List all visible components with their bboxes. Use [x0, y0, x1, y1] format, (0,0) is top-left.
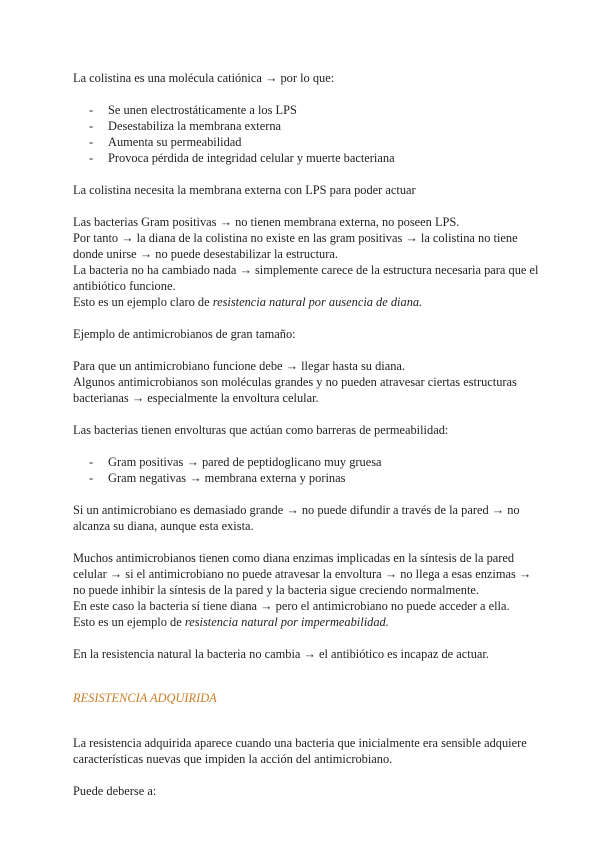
text-line: La resistencia adquirida aparece cuando una bacteria que inicialmente era sensible adquiere: [73, 735, 527, 750]
text-prefix: Esto es un ejemplo de: [73, 615, 185, 629]
intro-paragraph: La colistina es una molécula catiónica → por lo que:: [73, 71, 335, 85]
enzyme-target-paragraph: [73, 550, 543, 630]
natural-summary-paragraph: En la resistencia natural la bacteria no cambia → el antibiótico es incapaz de actuar.: [73, 647, 489, 661]
text-line: no puede inhibir la síntesis de la pared y la bacteria sigue creciendo normalmente.: [73, 583, 479, 597]
acquired-resistance-paragraph: [73, 735, 543, 767]
list-item: - Desestabiliza la membrana externa: [89, 118, 543, 134]
too-large-paragraph: [73, 502, 543, 534]
text-line: Por tanto → la diana de la colistina no existe en las gram positivas → la colistina no tiene: [73, 231, 518, 245]
text-line: [73, 614, 543, 630]
text-prefix: Esto es un ejemplo claro de: [73, 295, 213, 309]
text-line: bacterianas → especialmente la envoltura celular.: [73, 391, 319, 405]
text-line: celular → si el antimicrobiano no puede atravesar la envoltura → no llega a esas enzimas →: [73, 567, 532, 581]
barriers-paragraph: Las bacterias tienen envolturas que actúan como barreras de permeabilidad:: [73, 423, 449, 437]
gram-positive-paragraph: [73, 214, 543, 310]
emphasis-term: resistencia natural por impermeabilidad.: [184, 615, 389, 629]
text-line: Si un antimicrobiano es demasiado grande → no puede difundir a través de la pared → no: [73, 503, 520, 517]
text-line: Para que un antimicrobiano funcione debe → llegar hasta su diana.: [73, 359, 406, 373]
acquired-resistance-heading: RESISTENCIA ADQUIRIDA: [73, 691, 217, 706]
emphasis-term: resistencia natural por ausencia de diana.: [212, 295, 423, 309]
text-line: Muchos antimicrobianos tienen como diana enzimas implicadas en la síntesis de la pared: [73, 551, 515, 565]
list-item: - Aumenta su permeabilidad: [89, 134, 543, 150]
text-line: antibiótico funcione.: [73, 279, 176, 293]
list-item: - Provoca pérdida de integridad celular y muerte bacteriana: [89, 150, 543, 166]
text-line: alcanza su diana, aunque esta exista.: [73, 519, 254, 533]
text-line: Algunos antimicrobianos son moléculas grandes y no pueden atravesar ciertas estructuras: [73, 375, 517, 389]
text-line: donde unirse → no puede desestabilizar la estructura.: [73, 247, 338, 261]
list-item: - Se unen electrostáticamente a los LPS: [89, 102, 543, 118]
large-molecules-title: Ejemplo de antimicrobianos de gran tamaño:: [73, 327, 296, 341]
text-line: [73, 294, 543, 310]
colistin-effects-list: [73, 102, 543, 166]
list-item: - Gram positivas → pared de peptidoglicano muy gruesa: [89, 454, 543, 470]
envelope-types-list: [73, 454, 543, 486]
document-page: [73, 70, 543, 799]
text-line: características nuevas que impiden la acción del antimicrobiano.: [73, 751, 393, 766]
text-line: Las bacterias Gram positivas → no tienen membrana externa, no poseen LPS.: [73, 215, 460, 229]
may-be-due-paragraph: Puede deberse a:: [73, 783, 157, 798]
needs-membrane-paragraph: La colistina necesita la membrana externa con LPS para poder actuar: [73, 183, 416, 197]
large-molecules-paragraph: [73, 358, 543, 406]
text-line: La bacteria no ha cambiado nada → simplemente carece de la estructura necesaria para que el: [73, 263, 539, 277]
text-line: En este caso la bacteria sí tiene diana → pero el antimicrobiano no puede acceder a ella.: [73, 599, 510, 613]
list-item: - Gram negativas → membrana externa y porinas: [89, 470, 543, 486]
